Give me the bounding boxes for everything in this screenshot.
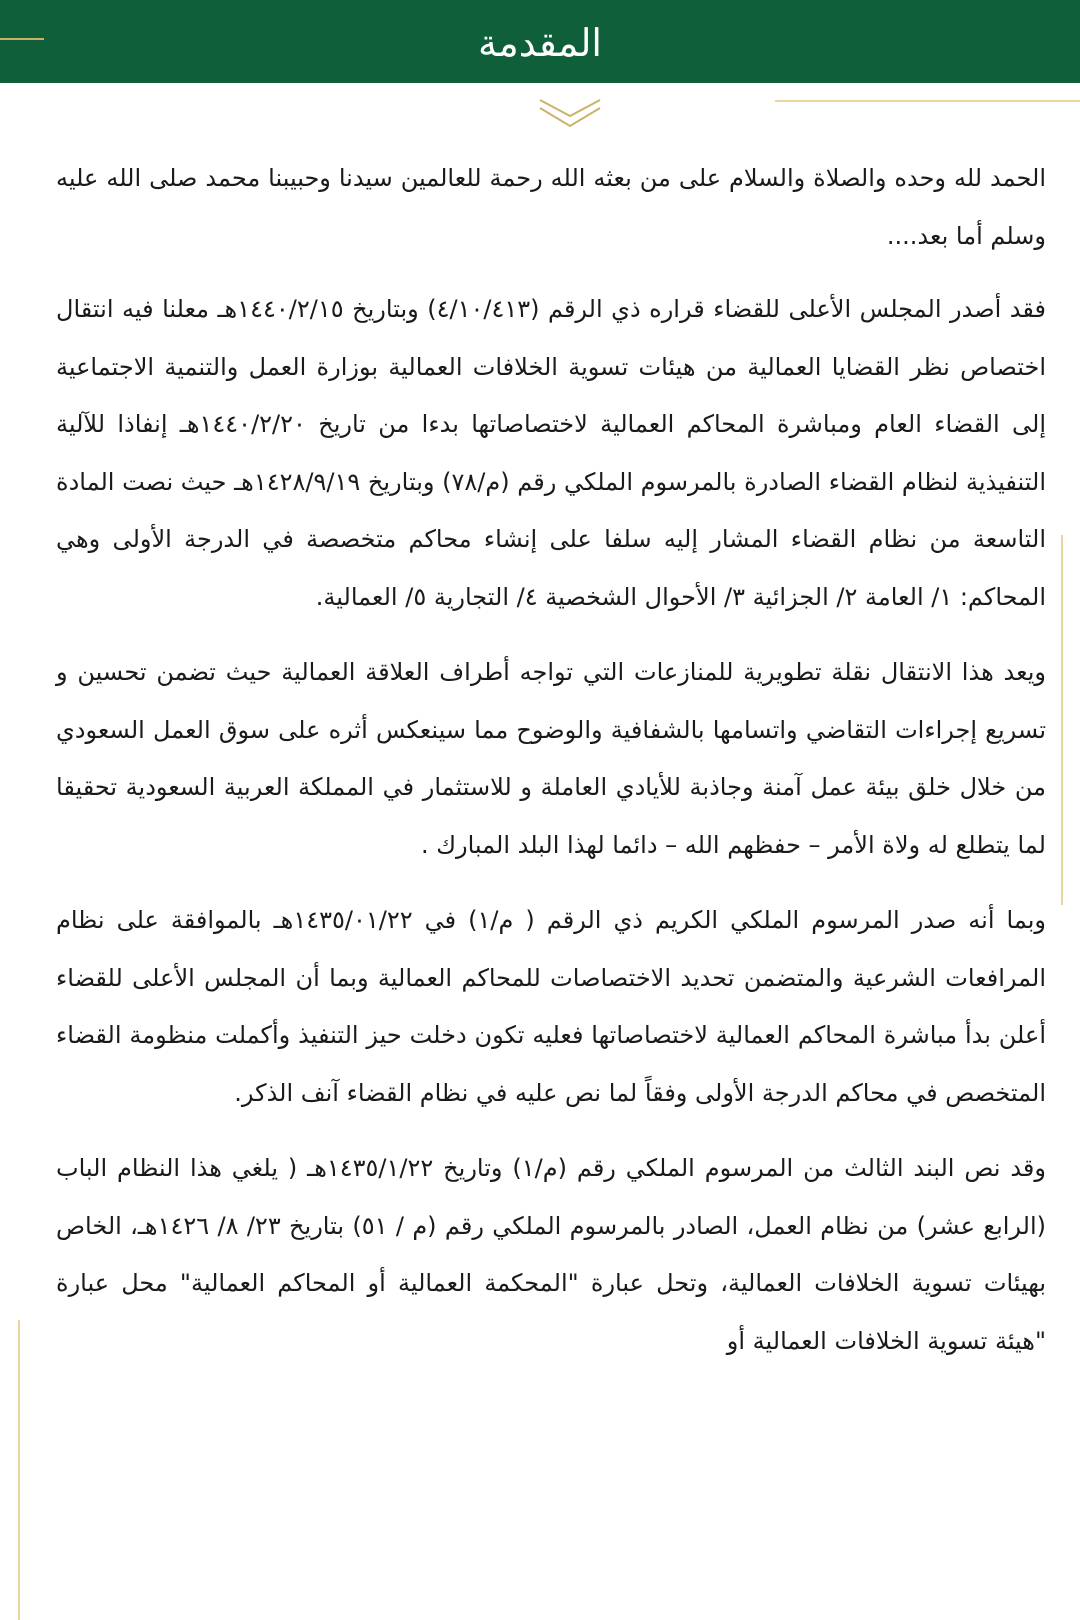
paragraph-transition-impact: ويعد هذا الانتقال نقلة تطويرية للمنازعات التي تواجه أطراف العلاقة العمالية حيث تضمن تحسين و تسريع إجراءات التقاضي واتسامها بالشفافية والوضوح مما سينعكس أثره على سوق العمل السعودي من خلال خلق بيئة عمل آمنة وجاذبة للأيادي العاملة و للاستثمار في المملكة العربية السعودية تحقيقا لما يتطلع له ولاة الأمر – حفظهم الله – دائما لهذا البلد المبارك .: [56, 658, 1046, 859]
side-accent-line-right: [1061, 535, 1063, 905]
paragraph-royal-decree: وبما أنه صدر المرسوم الملكي الكريم ذي الرقم ( م/١) في ١٤٣٥/٠١/٢٢هـ بالموافقة على نظام المرافعات الشرعية والمتضمن تحديد الاختصاصات للمحاكم العمالية وبما أن المجلس الأعلى للقضاء أعلن بدأ مباشرة المحاكم العمالية لاختصاصاتها فعليه تكون دخلت حيز التنفيذ وأكملت منظومة القضاء المتخصص في محاكم الدرجة الأولى وفقاً لما نص عليه في نظام القضاء آنف الذكر.: [56, 906, 1047, 1107]
paragraph-third-clause: وقد نص البند الثالث من المرسوم الملكي رقم (م/١) وتاريخ ١٤٣٥/١/٢٢هـ ( يلغي هذا النظام الباب (الرابع عشر) من نظام العمل، الصادر بالمرسوم الملكي رقم (م / ٥١) بتاريخ ٢٣/ ٨/ ١٤٢٦هـ، الخاص بهيئات تسوية الخلافات العمالية، وتحل عبارة "المحكمة العمالية أو المحاكم العمالية" محل عبارة "هيئة تسوية الخلافات العمالية أو: [56, 1154, 1046, 1355]
intro-body: [56, 150, 1046, 1388]
header-bar: [0, 0, 1080, 83]
paragraph-council-decision: فقد أصدر المجلس الأعلى للقضاء قراره ذي الرقم (٤/١٠/٤١٣) وبتاريخ ١٤٤٠/٢/١٥هـ معلنا فيه انتقال اختصاص نظر القضايا العمالية من هيئات تسوية الخلافات العمالية بوزارة العمل والتنمية الاجتماعية إلى القضاء العام ومباشرة المحاكم العمالية لاختصاصاتها بدءا من تاريخ ١٤٤٠/٢/٢٠هـ إنفاذا للآلية التنفيذية لنظام القضاء الصادرة بالمرسوم الملكي رقم (م/٧٨) وبتاريخ ١٤٢٨/٩/١٩هـ حيث نصت المادة التاسعة من نظام القضاء المشار إليه سلفا على إنشاء محاكم متخصصة في الدرجة الأولى وهي المحاكم: ١/ العامة ٢/ الجزائية ٣/ الأحوال الشخصية ٤/ التجارية ٥/ العمالية.: [56, 295, 1047, 611]
gold-divider-line: [775, 100, 1080, 102]
side-accent-line-left: [18, 1320, 20, 1620]
paragraph-opening: الحمد لله وحده والصلاة والسلام على من بعثه الله رحمة للعالمين سيدنا وحبيبنا محمد صلى الله عليه وسلم أما بعد....: [56, 164, 1046, 250]
chevron-down-icon: [536, 96, 604, 132]
page-title: المقدمة: [477, 21, 602, 65]
